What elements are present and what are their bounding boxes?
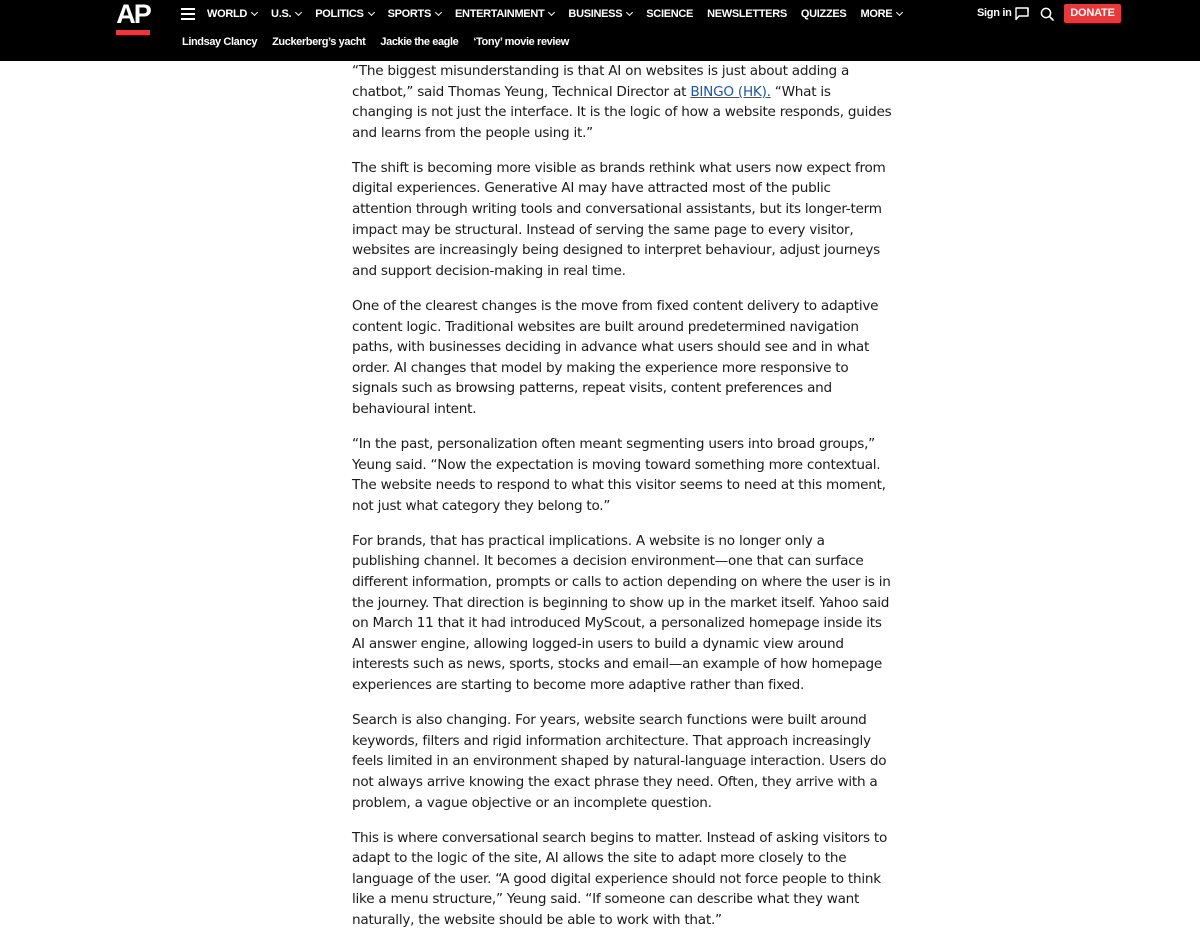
nav-item-us[interactable]	[271, 8, 301, 20]
trending-link[interactable]: ‘Tony’ movie review	[473, 36, 569, 48]
nav-item-science[interactable]	[646, 8, 693, 20]
nav-item-sports[interactable]	[388, 8, 441, 20]
chevron-down-icon	[251, 9, 258, 16]
chevron-down-icon	[626, 9, 633, 16]
nav-item-more[interactable]	[860, 8, 902, 20]
nav-item-world[interactable]	[207, 8, 257, 20]
logo-accent-bar	[116, 30, 150, 35]
search-icon[interactable]	[1040, 7, 1054, 21]
site-header	[0, 0, 1200, 61]
chevron-down-icon	[435, 9, 442, 16]
bingo-hk-link[interactable]: BINGO (HK).	[690, 83, 771, 100]
article-paragraph: “In the past, personalization often meant segmenting users into broad groups,” Yeung said. “Now the expectation is moving toward something more contextual. The website needs to respond to what this visitor seems to need at this moment, not just what category they belong to.”	[352, 436, 886, 514]
nav-label: WORLD	[207, 8, 248, 20]
ap-logo[interactable]	[116, 0, 150, 35]
article-paragraph	[352, 61, 892, 143]
nav-item-politics[interactable]	[315, 8, 373, 20]
main-nav	[207, 6, 916, 22]
trending-link[interactable]: Zuckerberg’s yacht	[272, 36, 366, 48]
article-paragraph: This is where conversational search begins to matter. Instead of asking visitors to adapt to the logic of the site, AI allows the site to adapt more closely to the language of the user. “A good digital experience should not force people to think like a menu structure,” Yeung said. “If someone can describe what they want naturally, the website should be able to work with that.”	[352, 829, 888, 928]
paragraph-text: “The biggest misunderstanding is that AI on websites is just about adding a chatbot,” said Thomas Yeung, Technical Director at	[352, 63, 850, 100]
nav-item-business[interactable]	[568, 8, 632, 20]
nav-label: QUIZZES	[800, 8, 847, 20]
nav-item-quizzes[interactable]	[801, 8, 847, 20]
article-paragraph: Search is also changing. For years, website search functions were built around keywords, filters and rigid information architecture. That approach increasingly feels limited in an environment shaped by natural-language interaction. Users do not always arrive knowing the exact phrase they need. Often, they arrive with a problem, a vague objective or an incomplete question.	[352, 712, 887, 811]
nav-label: ENTERTAINMENT	[455, 8, 545, 20]
newsletter-flag-icon[interactable]	[1014, 7, 1030, 21]
nav-label: POLITICS	[315, 8, 364, 20]
article-paragraph: For brands, that has practical implications. A website is no longer only a publishing channel. It becomes a decision environment—one that can surface different information, prompts or calls to action depending on where the user is in the journey. That direction is beginning to show up in the market itself. Yahoo said on March 11 that it had introduced MyScout, a personalized homepage inside its AI answer engine, allowing logged-in users to build a dynamic view around interests such as news, sports, stocks and email—an example of how homepage experiences are starting to become more adaptive rather than fixed.	[352, 532, 891, 694]
paragraph-text: “What is changing is not just the interface. It is the logic of how a website responds, guides and learns from the people using it.”	[352, 83, 892, 141]
sign-in-link[interactable]: Sign in	[977, 7, 1012, 19]
logo-text: AP	[116, 0, 150, 29]
donate-button[interactable]: DONATE	[1064, 4, 1121, 23]
article-paragraph: One of the clearest changes is the move from fixed content delivery to adaptive content logic. Traditional websites are built around predetermined navigation paths, with businesses deciding in advance what users should see and in what order. AI changes that model by making the experience more responsive to signals such as browsing patterns, repeat visits, content preferences and behavioural intent.	[352, 297, 879, 417]
chevron-down-icon	[548, 9, 555, 16]
nav-label: SCIENCE	[646, 8, 694, 20]
nav-item-entertainment[interactable]	[455, 8, 554, 20]
nav-label: NEWSLETTERS	[707, 8, 787, 20]
menu-icon[interactable]	[181, 8, 195, 20]
nav-item-newsletters[interactable]	[707, 8, 787, 20]
nav-label: BUSINESS	[568, 8, 623, 20]
trending-link[interactable]: Lindsay Clancy	[182, 36, 258, 48]
nav-label: U.S.	[271, 8, 292, 20]
chevron-down-icon	[896, 9, 903, 16]
chevron-down-icon	[295, 9, 302, 16]
nav-label: SPORTS	[387, 8, 432, 20]
trending-link[interactable]: Jackie the eagle	[380, 36, 459, 48]
article-body	[352, 61, 892, 945]
trending-nav	[182, 35, 584, 49]
nav-label: MORE	[860, 8, 893, 20]
chevron-down-icon	[368, 9, 375, 16]
article-paragraph: The shift is becoming more visible as brands rethink what users now expect from digital experiences. Generative AI may have attracted most of the public attention through writing tools and conversational assistants, but its longer-term impact may be structural. Instead of serving the same page to every visitor, websites are increasingly being designed to interpret behaviour, adjust journeys and support decision-making in real time.	[352, 159, 886, 279]
